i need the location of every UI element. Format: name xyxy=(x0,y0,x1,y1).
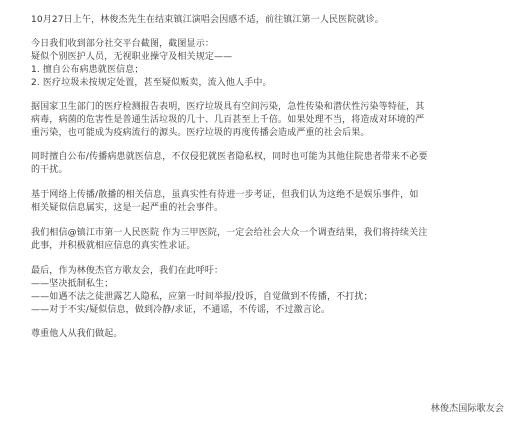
paragraph-2-line-3: 重污染，也可能成为疫病流行的源头。医疗垃圾的再度传播会造成严重的社会后果。 xyxy=(31,128,370,138)
appeal-item-2: ——如遇不法之徒泄露艺人隐私，应第一时间举报/投诉，自觉做到不传播，不打扰； xyxy=(31,292,373,302)
paragraph-4-line-1: 基于网络上传播/散播的相关信息，虽真实性有待进一步考证，但我们认为这绝不是娱乐事件，如 xyxy=(31,190,419,200)
paragraph-3-line-2: 的干扰。 xyxy=(31,165,68,175)
paragraph-5-line-1: 我们相信@镇江市第一人民医院 作为三甲医院，一定会给社会大众一个调查结果，我们将持续关注 xyxy=(31,228,428,238)
closing-line: 尊重他人从我们做起。 xyxy=(31,329,123,339)
paragraph-3-line-1: 同时擅自公布/传播病患就医信息，不仅侵犯就医者隐私权，同时也可能为其他住院患者带来不必要 xyxy=(31,152,428,162)
paragraph-2-line-2: 病毒，病菌的危害性是普通生活垃圾的几十、几百甚至上千倍。如果处理不当，将造成对环境的严 xyxy=(31,115,425,125)
paragraph-1-line-1: 今日我们收到部分社交平台截图，截图显示： xyxy=(31,39,215,49)
list-item-2: 2. 医疗垃圾未按规定处置，甚至疑似贩卖，流入他人手中。 xyxy=(31,78,272,88)
list-item-1: 1. 擅自公布病患就医信息； xyxy=(31,65,144,75)
paragraph-2-line-1: 据国家卫生部门的医疗检测报告表明，医疗垃圾具有空间污染，急性传染和潜伏性污染等特征，其 xyxy=(31,102,425,112)
appeal-item-1: ——坚决抵制私生； xyxy=(31,279,114,289)
appeal-item-3: ——对于不实/疑似信息，做到冷静/求证，不通谣，不传谣，不过激言论。 xyxy=(31,305,331,315)
paragraph-5-line-2: 此事，并积极就相应信息的真实性求证。 xyxy=(31,241,196,251)
signature: 林俊杰国际歌友会 xyxy=(430,404,504,414)
statement-body xyxy=(31,14,501,341)
paragraph-6-line-1: 最后，作为林俊杰官方歌友会，我们在此呼吁： xyxy=(31,266,224,276)
paragraph-1-line-2: 疑似个别医护人员，无视职业操守及相关规定—— xyxy=(31,52,233,62)
intro-paragraph: 10月27日上午，林俊杰先生在结束镇江演唱会因感不适，前往镇江第一人民医院就诊。 xyxy=(31,15,384,25)
paragraph-4-line-2: 相关疑似信息属实，这是一起严重的社会事件。 xyxy=(31,203,224,213)
